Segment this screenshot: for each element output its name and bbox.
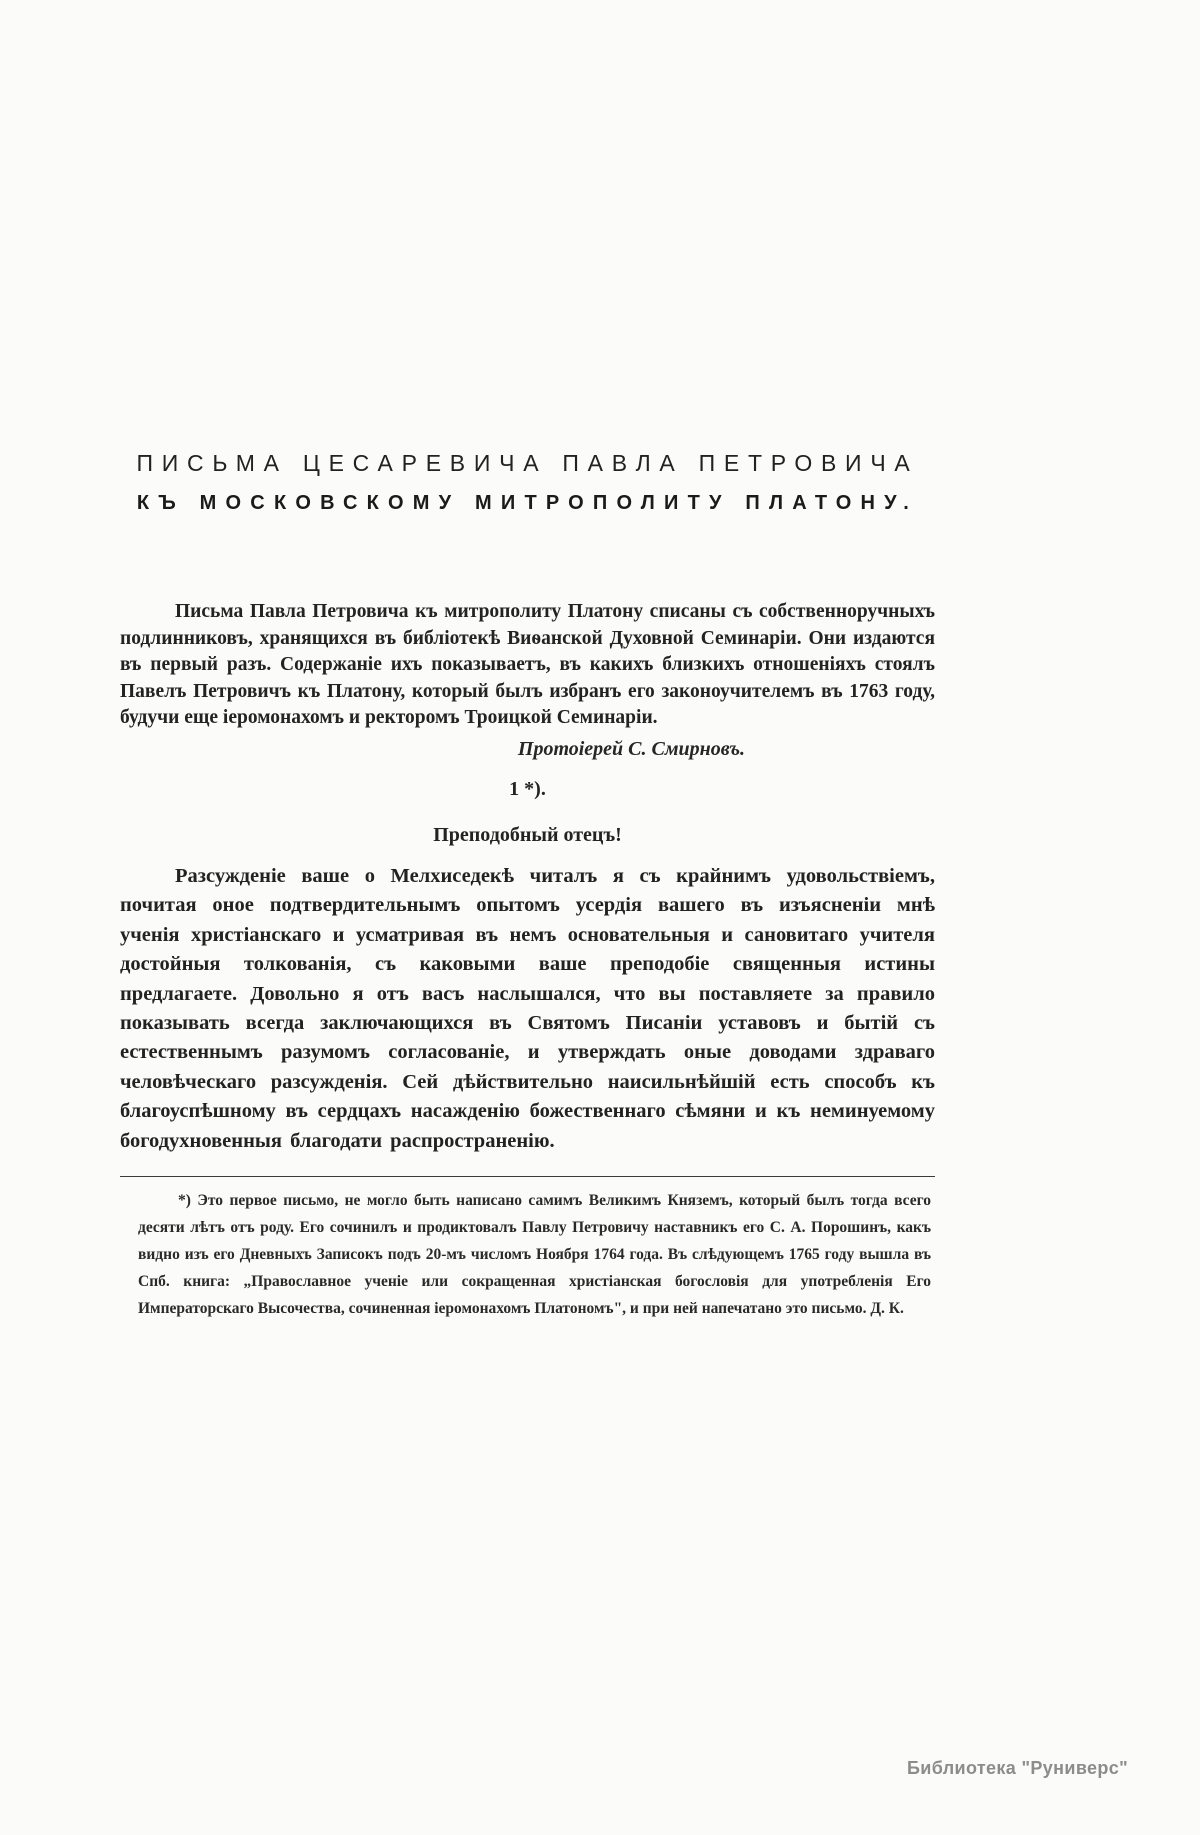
library-watermark: Библиотека "Руниверс" — [907, 1758, 1128, 1778]
text-column — [120, 450, 935, 1322]
page-title-line1: ПИСЬМА ЦЕСАРЕВИЧА ПАВЛА ПЕТРОВИЧА — [136, 450, 919, 476]
footnote-paragraph: *) Это первое письмо, не могло быть написано самимъ Великимъ Княземъ, который былъ тогда всего десяти лѣтъ отъ роду. Его сочинилъ и продиктовалъ Павлу Петровичу наставникъ его С. А. Порошинъ, какъ видно изъ его Дневныхъ Записокъ подъ 20-мъ числомъ Ноября 1764 года. Въ слѣдующемъ 1765 году вышла въ Спб. книга: „Православное ученіе или сокращенная христіанская богословія для употребленія Его Императорскаго Высочества, сочиненная іеромонахомъ Платономъ", и при ней напечатано это письмо. Д. К. — [138, 1192, 931, 1318]
letter-salutation: Преподобный отецъ! — [433, 823, 622, 846]
page-title-line2: КЪ МОСКОВСКОМУ МИТРОПОЛИТУ ПЛАТОНУ. — [136, 492, 919, 514]
footnote-divider — [120, 1176, 935, 1177]
editorial-intro-paragraph: Письма Павла Петровича къ митрополиту Платону списаны съ собственноручныхъ подлинниковъ, хранящихся въ библіотекѣ Виѳанской Духовной Семинаріи. Они издаются въ первый разъ. Содержаніе ихъ показываетъ, въ какихъ близкихъ отношеніяхъ стоялъ Павелъ Петровичъ къ Платону, который былъ избранъ его законоучителемъ въ 1763 году, будучи еще іеромонахомъ и ректоромъ Троицкой Семинаріи. — [120, 601, 935, 729]
letter-body-paragraph: Разсужденіе ваше о Мелхиседекѣ читалъ я съ крайнимъ удовольствіемъ, почитая оное подтвердительнымъ опытомъ усердія вашего въ изъясненіи мнѣ ученія христіанскаго и усматривая въ немъ основательныя и сановитаго учителя достойныя толкованія, съ каковыми ваше преподобіе священныя истины предлагаете. Довольно я отъ васъ наслышался, что вы поставляете за правило показывать всегда заключающихся въ Святомъ Писаніи уставовъ и бытій съ естественнымъ разумомъ согласованіе, и утверждать оные доводами здраваго человѣческаго разсужденія. Сей дѣйствительно наисильнѣйшій есть способъ къ благоуспѣшному въ сердцахъ насажденію божественнаго сѣмяни и къ неминуемому богодухновенныя благодати распространенію. — [120, 864, 935, 1152]
letter-number: 1 *). — [509, 777, 546, 800]
editor-signature: Протоіерей С. Смирновъ. — [517, 737, 745, 760]
